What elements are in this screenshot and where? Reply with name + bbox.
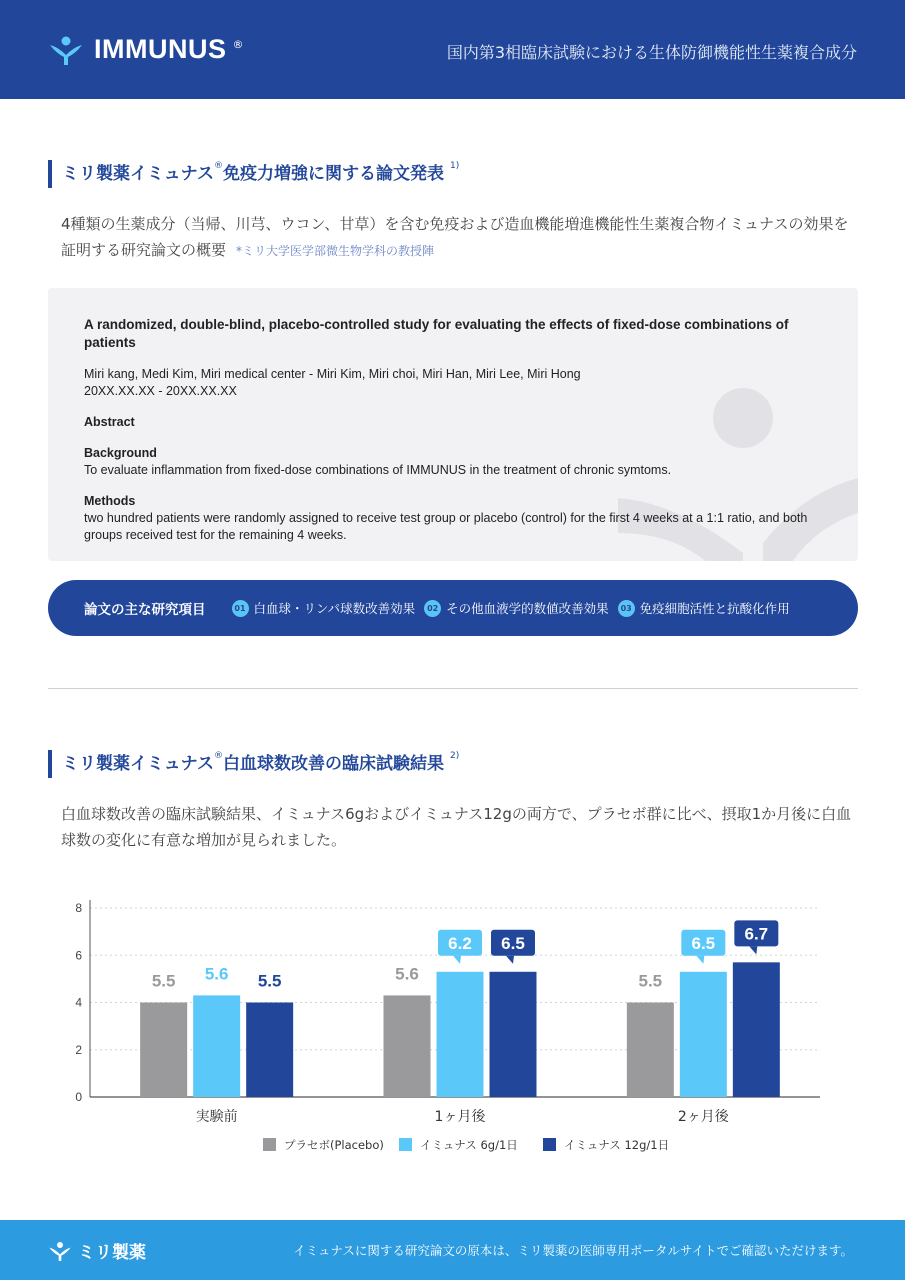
data-label: 5.5 bbox=[638, 971, 663, 991]
page-footer bbox=[0, 1220, 905, 1280]
data-label-pointer bbox=[453, 956, 461, 964]
data-label: 6.2 bbox=[448, 933, 472, 953]
registered-mark: ® bbox=[213, 751, 223, 761]
data-label-pointer bbox=[696, 956, 704, 964]
paper-abstract-card bbox=[48, 288, 858, 561]
footer-brand: ミリ製薬 bbox=[78, 1243, 146, 1263]
page-header bbox=[0, 0, 905, 99]
legend-swatch bbox=[543, 1138, 556, 1151]
data-label: 6.7 bbox=[744, 924, 769, 944]
registered-mark: ® bbox=[213, 161, 223, 171]
legend-label: プラセボ(Placebo) bbox=[284, 1138, 384, 1152]
chart-bar bbox=[246, 1003, 293, 1098]
person-logo-icon bbox=[48, 35, 84, 65]
paper-dates: 20XX.XX.XX - 20XX.XX.XX bbox=[84, 384, 237, 398]
immunus-logo bbox=[48, 34, 244, 65]
legend-swatch bbox=[399, 1138, 412, 1151]
y-tick-label: 2 bbox=[75, 1042, 82, 1057]
legend-label: イミュナス 6g/1日 bbox=[420, 1138, 518, 1152]
abstract-heading: Abstract bbox=[84, 415, 135, 429]
results-description: 白血球数改善の臨床試験結果、イミュナス6gおよびイミュナス12gの両方で、プラセボ群に比べ、摂取1か月後に白血球数の変化に有意な増加が見られました。 bbox=[61, 805, 852, 849]
chart-bar bbox=[680, 972, 727, 1097]
footer-logo bbox=[48, 1238, 146, 1263]
y-tick-label: 6 bbox=[75, 948, 82, 963]
x-tick-label: 2ヶ月後 bbox=[677, 1109, 729, 1125]
chart-bar bbox=[193, 995, 240, 1097]
section-title-results bbox=[48, 750, 459, 778]
research-item bbox=[618, 599, 790, 617]
footnote-ref: 2) bbox=[449, 751, 460, 761]
research-item-text: 免疫細胞活性と抗酸化作用 bbox=[639, 601, 790, 616]
paper-authors: Miri kang, Medi Kim, Miri medical center - Miri Kim, Miri choi, Miri Han, Miri Lee, Miri Hong bbox=[84, 367, 581, 381]
footer-text: イミュナスに関する研究論文の原本は、ミリ製薬の医師専用ポータルサイトでご確認いただけます。 bbox=[293, 1243, 853, 1258]
section-title-text: 白血球数改善の臨床試験結果 bbox=[222, 754, 444, 774]
background-text: To evaluate inflammation from fixed-dose combinations of IMMUNUS in the treatment of chronic symtoms. bbox=[84, 463, 672, 477]
data-label: 5.5 bbox=[257, 971, 282, 991]
data-label-pointer bbox=[506, 956, 514, 964]
wbc-bar-chart bbox=[48, 885, 838, 1170]
data-label: 5.5 bbox=[151, 971, 176, 991]
chart-bar bbox=[437, 972, 484, 1097]
header-title: 国内第3相臨床試験における生体防御機能性生薬複合成分 bbox=[446, 43, 857, 62]
chart-bar bbox=[384, 995, 431, 1097]
registered-mark: ® bbox=[232, 38, 244, 51]
legend-label: イミュナス 12g/1日 bbox=[564, 1138, 670, 1152]
brand-name: IMMUNUS bbox=[94, 34, 227, 64]
section-description bbox=[61, 211, 861, 264]
x-tick-label: 実験前 bbox=[195, 1109, 238, 1125]
section-title-text: 免疫力増強に関する論文発表 bbox=[222, 164, 444, 184]
paper-title: A randomized, double-blind, placebo-controlled study for evaluating the effects of fixed-dose combinations of patients bbox=[84, 317, 789, 350]
section-title-paper bbox=[48, 160, 459, 188]
item-number-badge: 03 bbox=[618, 600, 635, 617]
research-items-bar bbox=[48, 580, 858, 636]
description-text: 4種類の生薬成分（当帰、川芎、ウコン、甘草）を含む免疫および造血機能増進機能性生薬複合物イミュナスの効果を証明する研究論文の概要 bbox=[61, 215, 849, 259]
chart-bar bbox=[627, 1003, 674, 1098]
methods-heading: Methods bbox=[84, 494, 136, 508]
section-title-brand: ミリ製薬イミュナス bbox=[62, 164, 214, 184]
x-tick-label: 1ヶ月後 bbox=[434, 1109, 486, 1125]
background-heading: Background bbox=[84, 446, 157, 460]
description-note: *ミリ大学医学部微生物学科の教授陣 bbox=[236, 244, 435, 258]
data-label: 6.5 bbox=[501, 933, 525, 953]
chart-bar bbox=[490, 972, 537, 1097]
data-label: 5.6 bbox=[204, 964, 229, 984]
data-label: 6.5 bbox=[691, 933, 716, 953]
y-tick-label: 0 bbox=[75, 1090, 82, 1104]
research-items-label: 論文の主な研究項目 bbox=[84, 602, 206, 618]
section-divider bbox=[48, 688, 858, 689]
y-tick-label: 8 bbox=[75, 901, 82, 915]
methods-text: two hundred patients were randomly assigned to receive test group or placebo (control) for the first 4 weeks at a 1:1 ratio, and both groups received test for the remaining 4 weeks. bbox=[84, 511, 808, 542]
research-item bbox=[232, 599, 416, 617]
item-number-badge: 01 bbox=[232, 600, 249, 617]
research-item-text: 白血球・リンパ球数改善効果 bbox=[253, 601, 416, 616]
y-tick-label: 4 bbox=[75, 995, 82, 1010]
chart-bar bbox=[733, 962, 780, 1097]
footnote-ref: 1) bbox=[449, 161, 460, 171]
person-logo-icon bbox=[48, 1241, 72, 1261]
section-title-brand: ミリ製薬イミュナス bbox=[62, 754, 214, 774]
paper-content bbox=[84, 316, 824, 544]
research-item bbox=[424, 599, 609, 617]
legend-swatch bbox=[263, 1138, 276, 1151]
data-label-pointer bbox=[749, 946, 757, 954]
item-number-badge: 02 bbox=[424, 600, 441, 617]
chart-bar bbox=[140, 1003, 187, 1098]
research-item-text: その他血液学的数値改善効果 bbox=[446, 601, 609, 616]
data-label: 5.6 bbox=[395, 964, 419, 984]
